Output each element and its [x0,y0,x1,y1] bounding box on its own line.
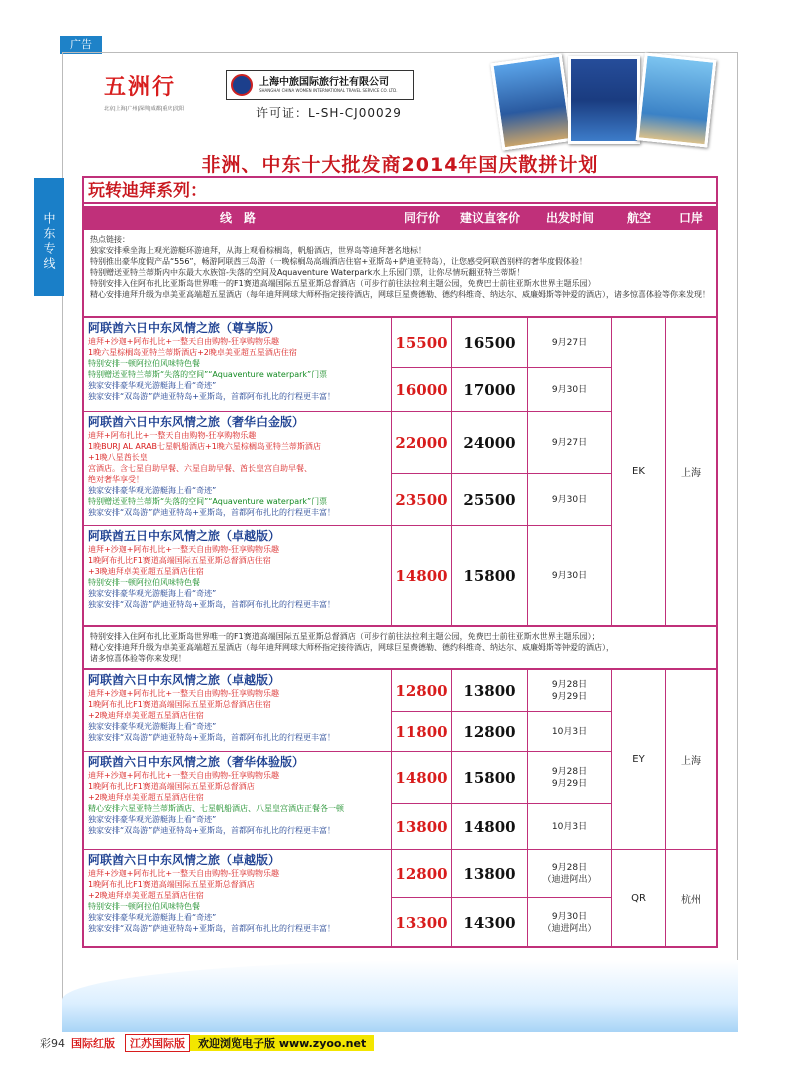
route-detail: 独家安排豪华观光游艇海上看“奇迹” [88,815,217,824]
footer [40,1034,374,1052]
route-detail: 迪拜+沙迦+阿布扎比+一整天自由购物-狂享购物乐趣 [88,545,279,554]
route-detail: 迪拜+沙迦+阿布扎比+一整天自由购物-狂享购物乐趣 [88,689,279,698]
price-cell: 14800 [392,526,452,626]
hotlink-line: 精心安排迪拜升级为卓美亚高端超五星酒店（每年迪拜网球大师杯指定接待酒店，网球巨星费德勒、德约科维奇、纳达尔、威廉姆斯等钟爱的酒店），诸多惊喜体验等你来发现！ [90,290,710,299]
route-detail: 精心安排六星亚特兰蒂斯酒店、七星帆船酒店、八星皇宫酒店正餐各一顿 [88,804,344,813]
hotlink-line: 诸多惊喜体验等你来发现！ [90,654,186,663]
agency-emblem-icon [231,74,253,96]
footer-url[interactable]: 欢迎浏览电子版 www.zyoo.net [190,1035,374,1051]
port-cell: 杭州 [666,850,716,948]
footer-brand: 国际红版 [71,1037,115,1050]
route-detail: 独家安排“双岛游”萨迪亚特岛+亚斯岛，首都阿布扎比的行程更丰富！ [88,826,335,835]
suggested-price-cell: 14800 [452,804,528,850]
route-block [84,412,392,526]
suggested-price-cell: 24000 [452,412,528,474]
route-detail: 特别赠送亚特兰蒂斯“失落的空间”“Aquaventure waterpark”门票 [88,370,328,379]
agency-name-en: SHANGHAI CHINA WOMEN INTERNATIONAL TRAVEL SERVICE CO. LTD. [259,88,398,93]
price-cell: 15500 [392,318,452,368]
route-detail: +2晚迪拜卓美亚超五星酒店住宿 [88,891,204,900]
price-cell: 12800 [392,850,452,898]
route-detail: 迪拜+沙迦+阿布扎比+一整天自由购物-狂享购物乐趣 [88,337,279,346]
route-detail: +2晚迪拜卓美亚超五星酒店住宿 [88,793,204,802]
date-cell: 10月3日 [528,804,612,850]
route-detail: 独家安排“双岛游”萨迪亚特岛+亚斯岛，首都阿布扎比的行程更丰富！ [88,392,335,401]
logo-cities: 北京|上海|广州|深圳|成都|重庆|沈阳 [104,106,185,112]
date-cell: 9月27日 [528,412,612,474]
date-cell: 9月28日 9月29日 [528,670,612,712]
suggested-price-cell: 17000 [452,368,528,412]
agency-logo [226,70,414,100]
hotlink-line: 独家安排乘坐海上观光游艇环游迪拜，从海上观看棕榈岛，帆船酒店，世界岛等迪拜著名地标！ [90,246,426,255]
route-detail: 1晚BURJ AL ARAB七星帆船酒店+1晚六星棕榈岛亚特兰蒂斯酒店 [88,442,321,451]
airline-cell: QR [612,850,666,948]
date-cell: 9月30日 （迪进阿出） [528,898,612,948]
footer-edition: 江苏国际版 [125,1034,190,1052]
route-detail: 独家安排豪华观光游艇海上看“奇迹” [88,913,217,922]
suggested-price-cell: 25500 [452,474,528,526]
hotlink-line: 特别安排入住阿布扎比亚斯岛世界唯一的F1赛道高端国际五星亚斯总督酒店（可步行前往法拉利主题公园，免费巴士前往亚斯水世界主题乐园） [90,279,596,288]
route-detail: 特别安排一顿阿拉伯风味特色餐 [88,359,200,368]
price-cell: 11800 [392,712,452,752]
hotlink-line: 精心安排迪拜升级为卓美亚高端超五星酒店（每年迪拜网球大师杯指定接待酒店，网球巨星费德勒、德约科维奇、纳达尔、威廉姆斯等钟爱的酒店）， [90,643,614,652]
route-title: 阿联酋六日中东风情之旅（奢华体验版） [88,755,305,769]
hotlink-line: 特别安排入住阿布扎比亚斯岛世界唯一的F1赛道高端国际五星亚斯总督酒店（可步行前往法拉利主题公园，免费巴士前往亚斯水世界主题乐园）； [90,632,600,641]
route-detail: 独家安排“双岛游”萨迪亚特岛+亚斯岛，首都阿布扎比的行程更丰富！ [88,600,335,609]
route-block [84,670,392,752]
route-title: 阿联酋五日中东风情之旅（卓越版） [88,529,281,543]
route-title: 阿联酋六日中东风情之旅（卓越版） [88,853,281,867]
route-detail: +3晚迪拜卓美亚超五星酒店住宿 [88,567,204,576]
route-detail: +1晚八星酋长皇 [88,453,148,462]
airline-cell: EK [612,318,666,626]
palm-island-photo [568,56,640,144]
date-cell: 9月30日 [528,526,612,626]
route-block [84,850,392,948]
suggested-price-cell: 16500 [452,318,528,368]
route-detail: 迪拜+沙迦+阿布扎比+一整天自由购物-狂享购物乐趣 [88,869,279,878]
page-number: 彩94 [40,1037,65,1050]
price-cell: 12800 [392,670,452,712]
route-block [84,752,392,850]
suggested-price-cell: 12800 [452,712,528,752]
route-detail: 独家安排豪华观光游艇海上看“奇迹” [88,589,217,598]
route-detail: 迪拜+阿布扎比+一整天自由购物-狂享购物乐趣 [88,431,257,440]
date-cell: 9月27日 [528,318,612,368]
date-cell: 9月30日 [528,368,612,412]
route-detail: +2晚迪拜卓美亚超五星酒店住宿 [88,711,204,720]
route-detail: 1晚阿布扎比F1赛道高端国际五星亚斯总督酒店 [88,880,255,889]
route-title: 阿联酋六日中东风情之旅（尊享版） [88,321,281,335]
date-cell: 9月30日 [528,474,612,526]
wuzhouxing-logo [104,70,204,126]
header-suggested: 建议直客价 [459,211,520,225]
hotlinks-section-2 [84,626,716,670]
table-header [84,206,716,230]
route-block [84,526,392,626]
hotlink-line: 特别推出豪华度假产品“556”，畅游阿联酋三岛游（一晚棕榈岛高端酒店住宿+亚斯岛+萨迪亚特岛），让您感受阿联酋别样的奢华度假体验！ [90,257,587,266]
hotlink-line: 特别赠送亚特兰蒂斯内中东最大水族馆-失落的空间及Aquaventure Waterpark水上乐园门票，让你尽情玩翻亚特兰蒂斯！ [90,268,525,277]
route-detail: 1晚六星棕榈岛亚特兰蒂斯酒店+2晚卓美亚超五星酒店住宿 [88,348,297,357]
header-port: 口岸 [678,211,703,225]
price-cell: 22000 [392,412,452,474]
header-date: 出发时间 [545,211,594,225]
header-airline: 航空 [626,211,651,225]
route-detail: 独家安排豪华观光游艇海上看“奇迹” [88,722,217,731]
route-detail: 独家安排豪华观光游艇海上看“奇迹” [88,486,217,495]
route-title: 阿联酋六日中东风情之旅（奢华白金版） [88,415,305,429]
price-cell: 16000 [392,368,452,412]
header-route: 线 路 [219,211,256,225]
burj-al-arab-photo [636,52,717,147]
license-number: 许可证：L-SH-CJ00029 [256,106,402,120]
price-cell: 13800 [392,804,452,850]
route-detail: 迪拜+沙迦+阿布扎比+一整天自由购物-狂享购物乐趣 [88,771,279,780]
suggested-price-cell: 14300 [452,898,528,948]
date-cell: 9月28日 （迪进阿出） [528,850,612,898]
side-tab: 中东专线 [34,178,64,296]
route-detail: 宫酒店。含七星自助早餐、六星自助早餐、酋长皇宫自助早餐、 [88,464,312,473]
dubai-city-photo [490,53,574,150]
agency-name-cn: 上海中旅国际旅行社有限公司 [259,77,389,88]
price-cell: 13300 [392,898,452,948]
suggested-price-cell: 13800 [452,670,528,712]
route-detail: 独家安排“双岛游”萨迪亚特岛+亚斯岛，首都阿布扎比的行程更丰富！ [88,924,335,933]
route-detail: 独家安排“双岛游”萨迪亚特岛+亚斯岛，首都阿布扎比的行程更丰富！ [88,733,335,742]
route-block [84,318,392,412]
hotlinks-section-1 [84,230,716,318]
airline-cell: EY [612,670,666,850]
hotlink-line: 热点链接： [90,235,130,244]
route-detail: 特别安排一顿阿拉伯风味特色餐 [88,578,200,587]
route-detail: 绝对奢华享受！ [88,475,144,484]
page-title: 非洲、中东十大批发商2014年国庆散拼计划 [201,154,599,176]
port-cell: 上海 [666,318,716,626]
route-detail: 独家安排“双岛游”萨迪亚特岛+亚斯岛，首都阿布扎比的行程更丰富！ [88,508,335,517]
port-cell: 上海 [666,670,716,850]
date-cell: 10月3日 [528,712,612,752]
route-detail: 特别赠送亚特兰蒂斯“失落的空间”“Aquaventure waterpark”门票 [88,497,328,506]
date-cell: 9月28日 9月29日 [528,752,612,804]
ad-tag: 广告 [60,36,102,54]
logo-name: 五洲行 [104,74,177,100]
route-detail: 1晚阿布扎比F1赛道高端国际五星亚斯总督酒店住宿 [88,700,271,709]
route-title: 阿联酋六日中东风情之旅（卓越版） [88,673,281,687]
price-cell: 14800 [392,752,452,804]
suggested-price-cell: 13800 [452,850,528,898]
route-detail: 独家安排豪华观光游艇海上看“奇迹” [88,381,217,390]
suggested-price-cell: 15800 [452,526,528,626]
route-detail: 1晚阿布扎比F1赛道高端国际五星亚斯总督酒店 [88,782,255,791]
header-price: 同行价 [403,211,440,225]
route-detail: 特别安排一顿阿拉伯风味特色餐 [88,902,200,911]
suggested-price-cell: 15800 [452,752,528,804]
series-title: 玩转迪拜系列： [84,178,716,204]
route-detail: 1晚阿布扎比F1赛道高端国际五星亚斯总督酒店住宿 [88,556,271,565]
price-cell: 23500 [392,474,452,526]
